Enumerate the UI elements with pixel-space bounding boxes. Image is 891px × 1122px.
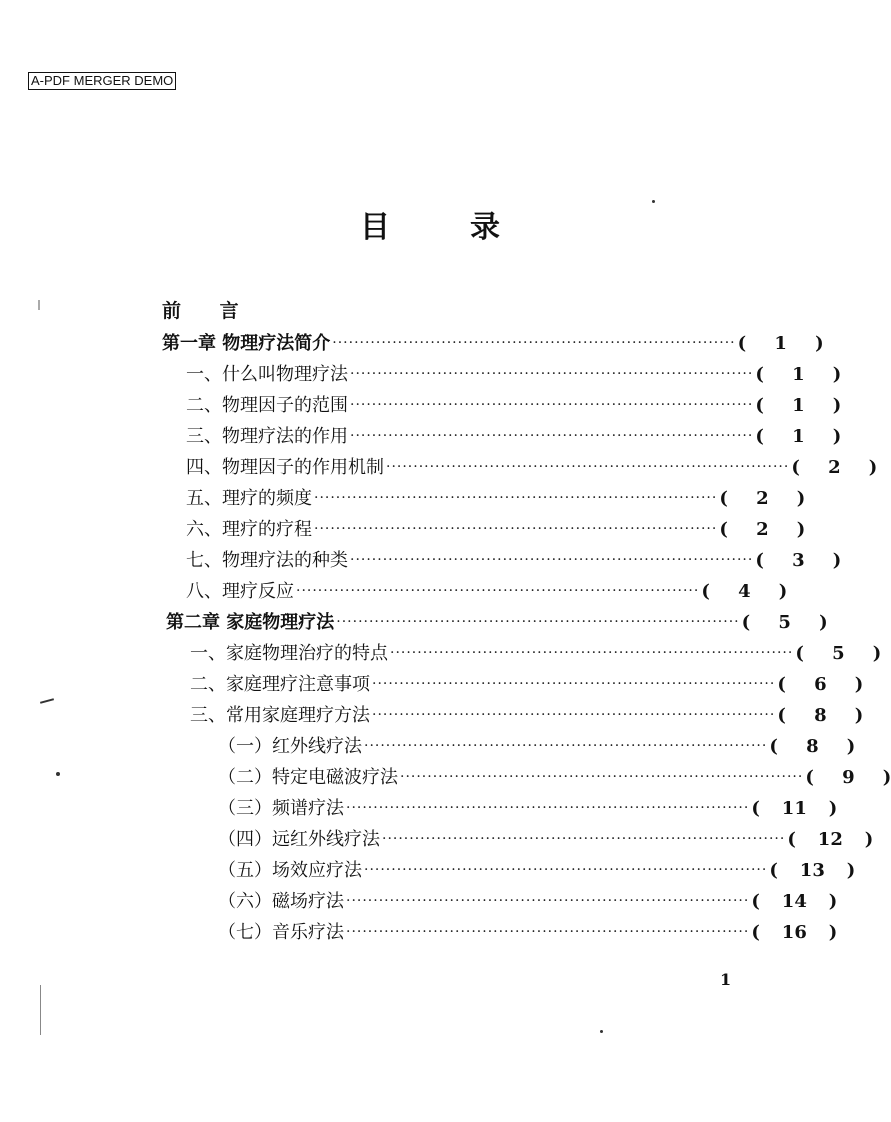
- toc-entry: 一、什么叫物理疗法 ·········································································· ( 1 ): [186, 359, 746, 390]
- close-paren: ): [868, 457, 878, 478]
- close-paren: ): [778, 581, 788, 602]
- close-paren: ): [854, 705, 864, 726]
- toc-entry-label: 七、物理疗法的种类: [186, 550, 348, 571]
- open-paren: (: [795, 643, 804, 664]
- toc-entry: （一）红外线疗法 ·········································································· ( 8 ): [218, 731, 748, 762]
- toc-entry: 六、理疗的疗程 ·········································································· ( 2 ): [186, 514, 746, 545]
- toc-entry: 一、家庭物理治疗的特点 ·········································································· ( 5 ): [190, 638, 746, 669]
- open-paren: (: [769, 736, 778, 757]
- open-paren: (: [777, 705, 786, 726]
- toc-entry-page: 9: [842, 767, 855, 788]
- toc-entry-page: 1: [792, 395, 805, 416]
- open-paren: (: [787, 829, 796, 850]
- close-paren: ): [815, 333, 824, 354]
- toc-entry-label: 八、理疗反应: [186, 581, 294, 602]
- scan-speck: [40, 985, 41, 1035]
- toc-entry-chapter-2: 第二章 家庭物理疗法 ·········································································· ( 5 ): [166, 607, 746, 638]
- toc-entry: （七）音乐疗法 ·········································································· ( 16 ): [218, 917, 748, 948]
- toc-entry-label: 六、理疗的疗程: [186, 519, 312, 540]
- open-paren: (: [769, 860, 778, 881]
- toc-entry-page: 5: [778, 612, 791, 633]
- open-paren: (: [737, 333, 747, 354]
- toc-entry-label: 二、家庭理疗注意事项: [190, 674, 370, 695]
- toc-entry: 二、家庭理疗注意事项 ·········································································· ( 6 ): [190, 669, 746, 700]
- scan-speck: [38, 300, 40, 310]
- close-paren: ): [832, 426, 842, 447]
- toc-entry-page: 16: [781, 922, 807, 943]
- toc-entry-page: 2: [756, 488, 769, 509]
- close-paren: ): [828, 798, 838, 819]
- close-paren: ): [832, 395, 842, 416]
- open-paren: (: [751, 798, 760, 819]
- toc-entry-label: 四、物理因子的作用机制: [186, 457, 384, 478]
- toc-entry-chapter-1: 第一章 物理疗法简介 ·········································································· ( 1 ): [162, 328, 746, 359]
- open-paren: (: [755, 550, 764, 571]
- toc-entry-label: 一、家庭物理治疗的特点: [190, 643, 388, 664]
- close-paren: ): [832, 364, 842, 385]
- toc-entry-page: 2: [828, 457, 841, 478]
- open-paren: (: [701, 581, 710, 602]
- toc-entry-page: 1: [774, 333, 787, 354]
- open-paren: (: [719, 519, 728, 540]
- preface-heading: 前 言: [162, 300, 255, 322]
- toc-entry-label: 三、物理疗法的作用: [186, 426, 348, 447]
- toc-entry-page: 1: [792, 426, 805, 447]
- page-title: [360, 208, 500, 248]
- close-paren: ): [882, 767, 891, 788]
- toc-entry-label: （五）场效应疗法: [218, 860, 362, 881]
- title-char-2: 录: [470, 210, 500, 245]
- toc-entry-label: 五、理疗的频度: [186, 488, 312, 509]
- toc-entry-page: 13: [799, 860, 825, 881]
- watermark-label: A-PDF MERGER DEMO: [28, 72, 176, 90]
- scan-speck: [600, 1030, 603, 1033]
- toc-entry-label: （三）频谱疗法: [218, 798, 344, 819]
- toc-entry: （六）磁场疗法 ·········································································· ( 14 ): [218, 886, 748, 917]
- title-char-1: 目: [360, 210, 390, 245]
- scan-speck: [652, 200, 655, 203]
- open-paren: (: [755, 364, 764, 385]
- close-paren: ): [846, 736, 856, 757]
- toc-entry-page: 11: [781, 798, 807, 819]
- toc-entry-page: 4: [738, 581, 751, 602]
- close-paren: ): [832, 550, 842, 571]
- open-paren: (: [719, 488, 728, 509]
- scan-speck: [56, 772, 60, 776]
- close-paren: ): [846, 860, 856, 881]
- close-paren: ): [796, 488, 806, 509]
- toc-entry: 八、理疗反应 ·········································································· ( 4 ): [186, 576, 746, 607]
- open-paren: (: [741, 612, 751, 633]
- close-paren: ): [819, 612, 828, 633]
- toc-entry-label: （六）磁场疗法: [218, 891, 344, 912]
- toc-entry-label: （四）远红外线疗法: [218, 829, 380, 850]
- toc-entry-page: 3: [792, 550, 805, 571]
- toc-entry-page: 6: [814, 674, 827, 695]
- open-paren: (: [791, 457, 800, 478]
- toc-entry-label: （二）特定电磁波疗法: [218, 767, 398, 788]
- toc-entry: （四）远红外线疗法 ·········································································· ( 12 ): [218, 824, 748, 855]
- open-paren: (: [755, 395, 764, 416]
- close-paren: ): [796, 519, 806, 540]
- toc-entry-label: 三、常用家庭理疗方法: [190, 705, 370, 726]
- toc-entry: （五）场效应疗法 ·········································································· ( 13 ): [218, 855, 748, 886]
- toc-entry-label: 一、什么叫物理疗法: [186, 364, 348, 385]
- toc-entry-page: 8: [814, 705, 827, 726]
- close-paren: ): [828, 922, 838, 943]
- open-paren: (: [805, 767, 814, 788]
- toc-entry-page: 2: [756, 519, 769, 540]
- toc-entry-page: 8: [806, 736, 819, 757]
- toc-entry: （三）频谱疗法 ·········································································· ( 11 ): [218, 793, 748, 824]
- open-paren: (: [751, 922, 760, 943]
- toc-entry-label: 第一章 物理疗法简介: [162, 333, 331, 354]
- toc-entry: 三、常用家庭理疗方法 ·········································································· ( 8 ): [190, 700, 746, 731]
- open-paren: (: [755, 426, 764, 447]
- toc-entry-label: （七）音乐疗法: [218, 922, 344, 943]
- open-paren: (: [777, 674, 786, 695]
- open-paren: (: [751, 891, 760, 912]
- toc-entry-label: （一）红外线疗法: [218, 736, 362, 757]
- toc-entry-page: 12: [817, 829, 843, 850]
- page-number: 1: [720, 970, 732, 989]
- toc-entry-label: 第二章 家庭物理疗法: [166, 612, 335, 633]
- toc-entry: 七、物理疗法的种类 ·········································································· ( 3 ): [186, 545, 746, 576]
- toc-entry: 二、物理因子的范围 ·········································································· ( 1 ): [186, 390, 746, 421]
- close-paren: ): [872, 643, 882, 664]
- toc-entry-page: 1: [792, 364, 805, 385]
- toc-entry-page: 14: [781, 891, 807, 912]
- toc-entry: （二）特定电磁波疗法 ·········································································· ( 9 ): [218, 762, 748, 793]
- toc-entry: 五、理疗的频度 ·········································································· ( 2 ): [186, 483, 746, 514]
- toc-entry-label: 二、物理因子的范围: [186, 395, 348, 416]
- toc-entry: 四、物理因子的作用机制 ·········································································· ( 2 ): [186, 452, 746, 483]
- close-paren: ): [864, 829, 874, 850]
- toc-entry-page: 5: [832, 643, 845, 664]
- toc-entry: 三、物理疗法的作用 ·········································································· ( 1 ): [186, 421, 746, 452]
- close-paren: ): [828, 891, 838, 912]
- close-paren: ): [854, 674, 864, 695]
- scan-speck: [40, 698, 54, 704]
